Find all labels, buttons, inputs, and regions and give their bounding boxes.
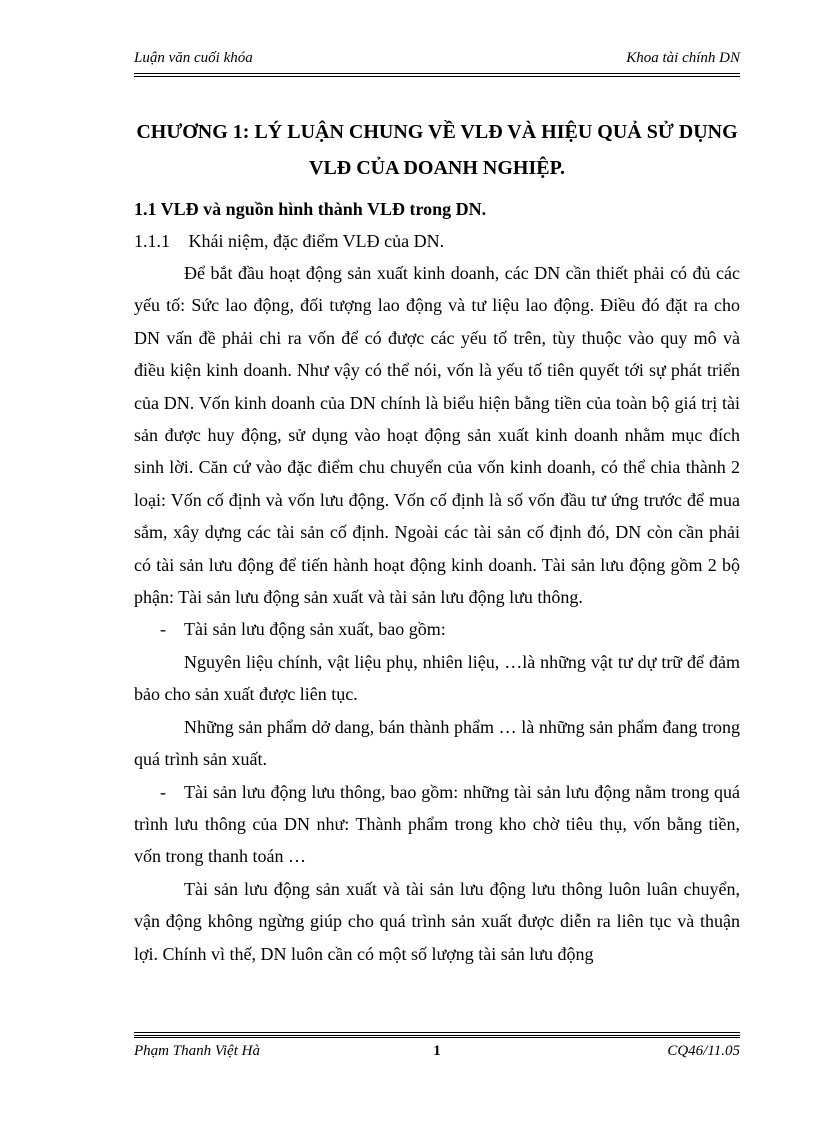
page-header: [134, 50, 740, 70]
paragraph: Những sản phẩm dở dang, bán thành phẩm … là những sản phẩm đang trong quá trình sản xuất.: [134, 716, 740, 770]
bullet-item: [134, 776, 740, 873]
bullet-text: Tài sản lưu động sản xuất, bao gồm:: [184, 619, 446, 640]
bullet-marker: -: [160, 619, 166, 640]
paragraph: Để bắt đầu hoạt động sản xuất kinh doanh, các DN cần thiết phải có đủ các yếu tố: Sức lao động, đối tượng lao động và tư liệu lao động. Điều đó đặt ra cho DN vấn đề phải chi ra vốn để có được các yếu tố trên, tùy thuộc vào quy mô và điều kiện kinh doanh. Như vậy có thể nói, vốn là yếu tố tiên quyết tới sự phát triển của DN. Vốn kinh doanh của DN chính là biểu hiện bằng tiền của toàn bộ giá trị tài sản được huy động, sử dụng vào hoạt động sản xuất kinh doanh nhằm mục đích sinh lời. Căn cứ vào đặc điểm chu chuyển của vốn kinh doanh, có thể chia thành 2 loại: Vốn cố định và vốn lưu động. Vốn cố định là số vốn đầu tư ứng trước để mua sắm, xây dựng các tài sản cố định. Ngoài các tài sản cố định đó, DN còn cần phải có tài sản lưu động để tiến hành hoạt động kinh doanh. Tài sản lưu động gồm 2 bộ phận: Tài sản lưu động sản xuất và tài sản lưu động lưu thông.: [134, 263, 740, 608]
footer-code: CQ46/11.05: [667, 1043, 740, 1059]
bullet-text: Tài sản lưu động lưu thông, bao gồm: những tài sản lưu động nằm trong quá trình lưu thông của DN như: Thành phẩm trong kho chờ tiêu thụ, vốn bằng tiền, vốn trong thanh toán …: [134, 781, 740, 867]
page-number: 1: [433, 1043, 441, 1059]
document-body: [134, 114, 740, 970]
footer-rule-extra: [134, 1037, 740, 1038]
section-title: 1.1 VLĐ và nguồn hình thành VLĐ trong DN.: [134, 199, 487, 219]
chapter-title: CHƯƠNG 1: LÝ LUẬN CHUNG VỀ VLĐ VÀ HIỆU QUẢ SỬ DỤNG VLĐ CỦA DOANH NGHIỆP.: [136, 121, 738, 179]
bullet-item: [134, 613, 740, 645]
header-right-text: Khoa tài chính DN: [626, 50, 740, 66]
footer-author: Phạm Thanh Việt Hà: [134, 1043, 260, 1059]
footer-rule: [134, 1032, 740, 1036]
subsection-title: [134, 225, 740, 257]
subsection-text: Khái niệm, đặc điểm VLĐ của DN.: [188, 231, 445, 251]
paragraph: Tài sản lưu động sản xuất và tài sản lưu động lưu thông luôn luân chuyển, vận động không ngừng giúp cho quá trình sản xuất được diễn ra liên tục và thuận lợi. Chính vì thế, DN luôn cần có một số lượng tài sản lưu động: [134, 878, 740, 964]
header-left-text: Luận văn cuối khóa: [134, 50, 253, 66]
paragraph: Nguyên liệu chính, vật liệu phụ, nhiên liệu, …là những vật tư dự trữ để đảm bảo cho sản xuất được liên tục.: [134, 651, 740, 705]
page-footer: [134, 1043, 740, 1063]
header-rule: [134, 73, 740, 77]
subsection-number: 1.1.1: [134, 231, 170, 251]
bullet-marker: -: [160, 781, 166, 802]
